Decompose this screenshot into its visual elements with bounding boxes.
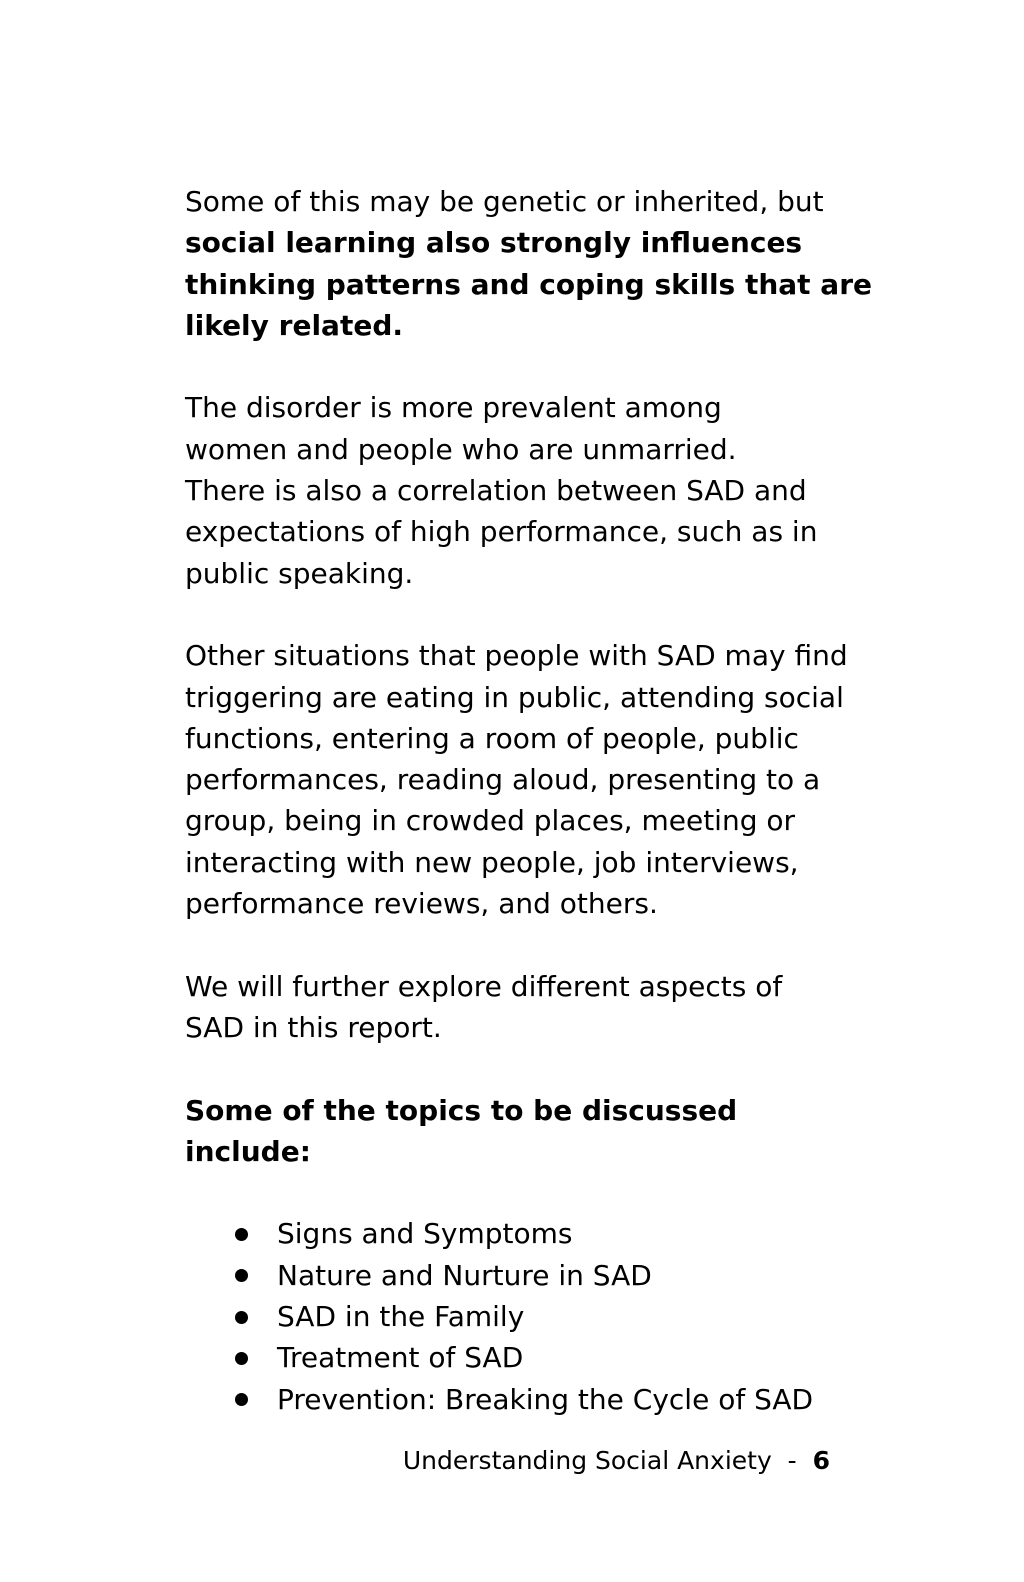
list-item-label: SAD in the Family — [277, 1300, 525, 1334]
paragraph-line: group, being in crowded places, meeting or — [185, 804, 796, 838]
list-item-label: Prevention: Breaking the Cycle of SAD — [277, 1382, 814, 1416]
paragraph-line: performances, reading aloud, presenting to a — [185, 763, 821, 797]
paragraph-line: Some of this may be genetic or inherited, but — [185, 185, 824, 218]
page-content — [185, 181, 872, 1420]
bullet-icon — [235, 1269, 248, 1282]
list-item — [185, 1379, 845, 1420]
paragraph-line: triggering are eating in public, attending social — [185, 680, 844, 714]
bullet-icon — [235, 1352, 248, 1365]
paragraph-line-bold: thinking patterns and coping skills that are — [185, 267, 872, 301]
paragraph-line: performance reviews, and others. — [185, 887, 658, 921]
bullet-icon — [235, 1393, 248, 1406]
list-item-label: Signs and Symptoms — [277, 1217, 573, 1251]
paragraph-line: interacting with new people, job interviews, — [185, 845, 799, 879]
paragraph-line: women and people who are unmarried. — [185, 432, 737, 466]
footer-separator: - — [787, 1446, 797, 1475]
topics-list — [185, 1213, 845, 1419]
paragraph-line: The disorder is more prevalent among — [185, 391, 722, 425]
paragraph-line: Other situations that people with SAD may find — [185, 639, 848, 673]
page-footer — [403, 1444, 830, 1478]
bullet-icon — [235, 1228, 248, 1241]
list-item — [185, 1213, 845, 1254]
paragraph-line: expectations of high performance, such as in — [185, 515, 818, 549]
paragraph-line: We will further explore different aspects of — [185, 969, 783, 1003]
list-item — [185, 1296, 845, 1337]
list-item — [185, 1255, 845, 1296]
paragraph-line-bold: social learning also strongly influences — [185, 226, 803, 260]
page-number: 6 — [812, 1446, 830, 1475]
list-item-label: Nature and Nurture in SAD — [277, 1258, 652, 1292]
paragraph-prevalence — [185, 387, 845, 593]
bullet-icon — [235, 1311, 248, 1324]
list-item — [185, 1337, 845, 1378]
paragraph-triggering-situations — [185, 635, 848, 924]
paragraph-genetic-social-learning — [185, 181, 872, 346]
paragraph-line: There is also a correlation between SAD and — [185, 474, 807, 508]
paragraph-explore — [185, 966, 845, 1049]
topics-heading: Some of the topics to be discussed include: — [185, 1093, 738, 1168]
list-item-label: Treatment of SAD — [277, 1341, 524, 1375]
footer-title: Understanding Social Anxiety — [402, 1446, 772, 1475]
paragraph-line: public speaking. — [185, 556, 414, 590]
paragraph-line: functions, entering a room of people, public — [185, 721, 799, 755]
paragraph-line-bold: likely related. — [185, 308, 403, 342]
paragraph-line: SAD in this report. — [185, 1010, 442, 1044]
